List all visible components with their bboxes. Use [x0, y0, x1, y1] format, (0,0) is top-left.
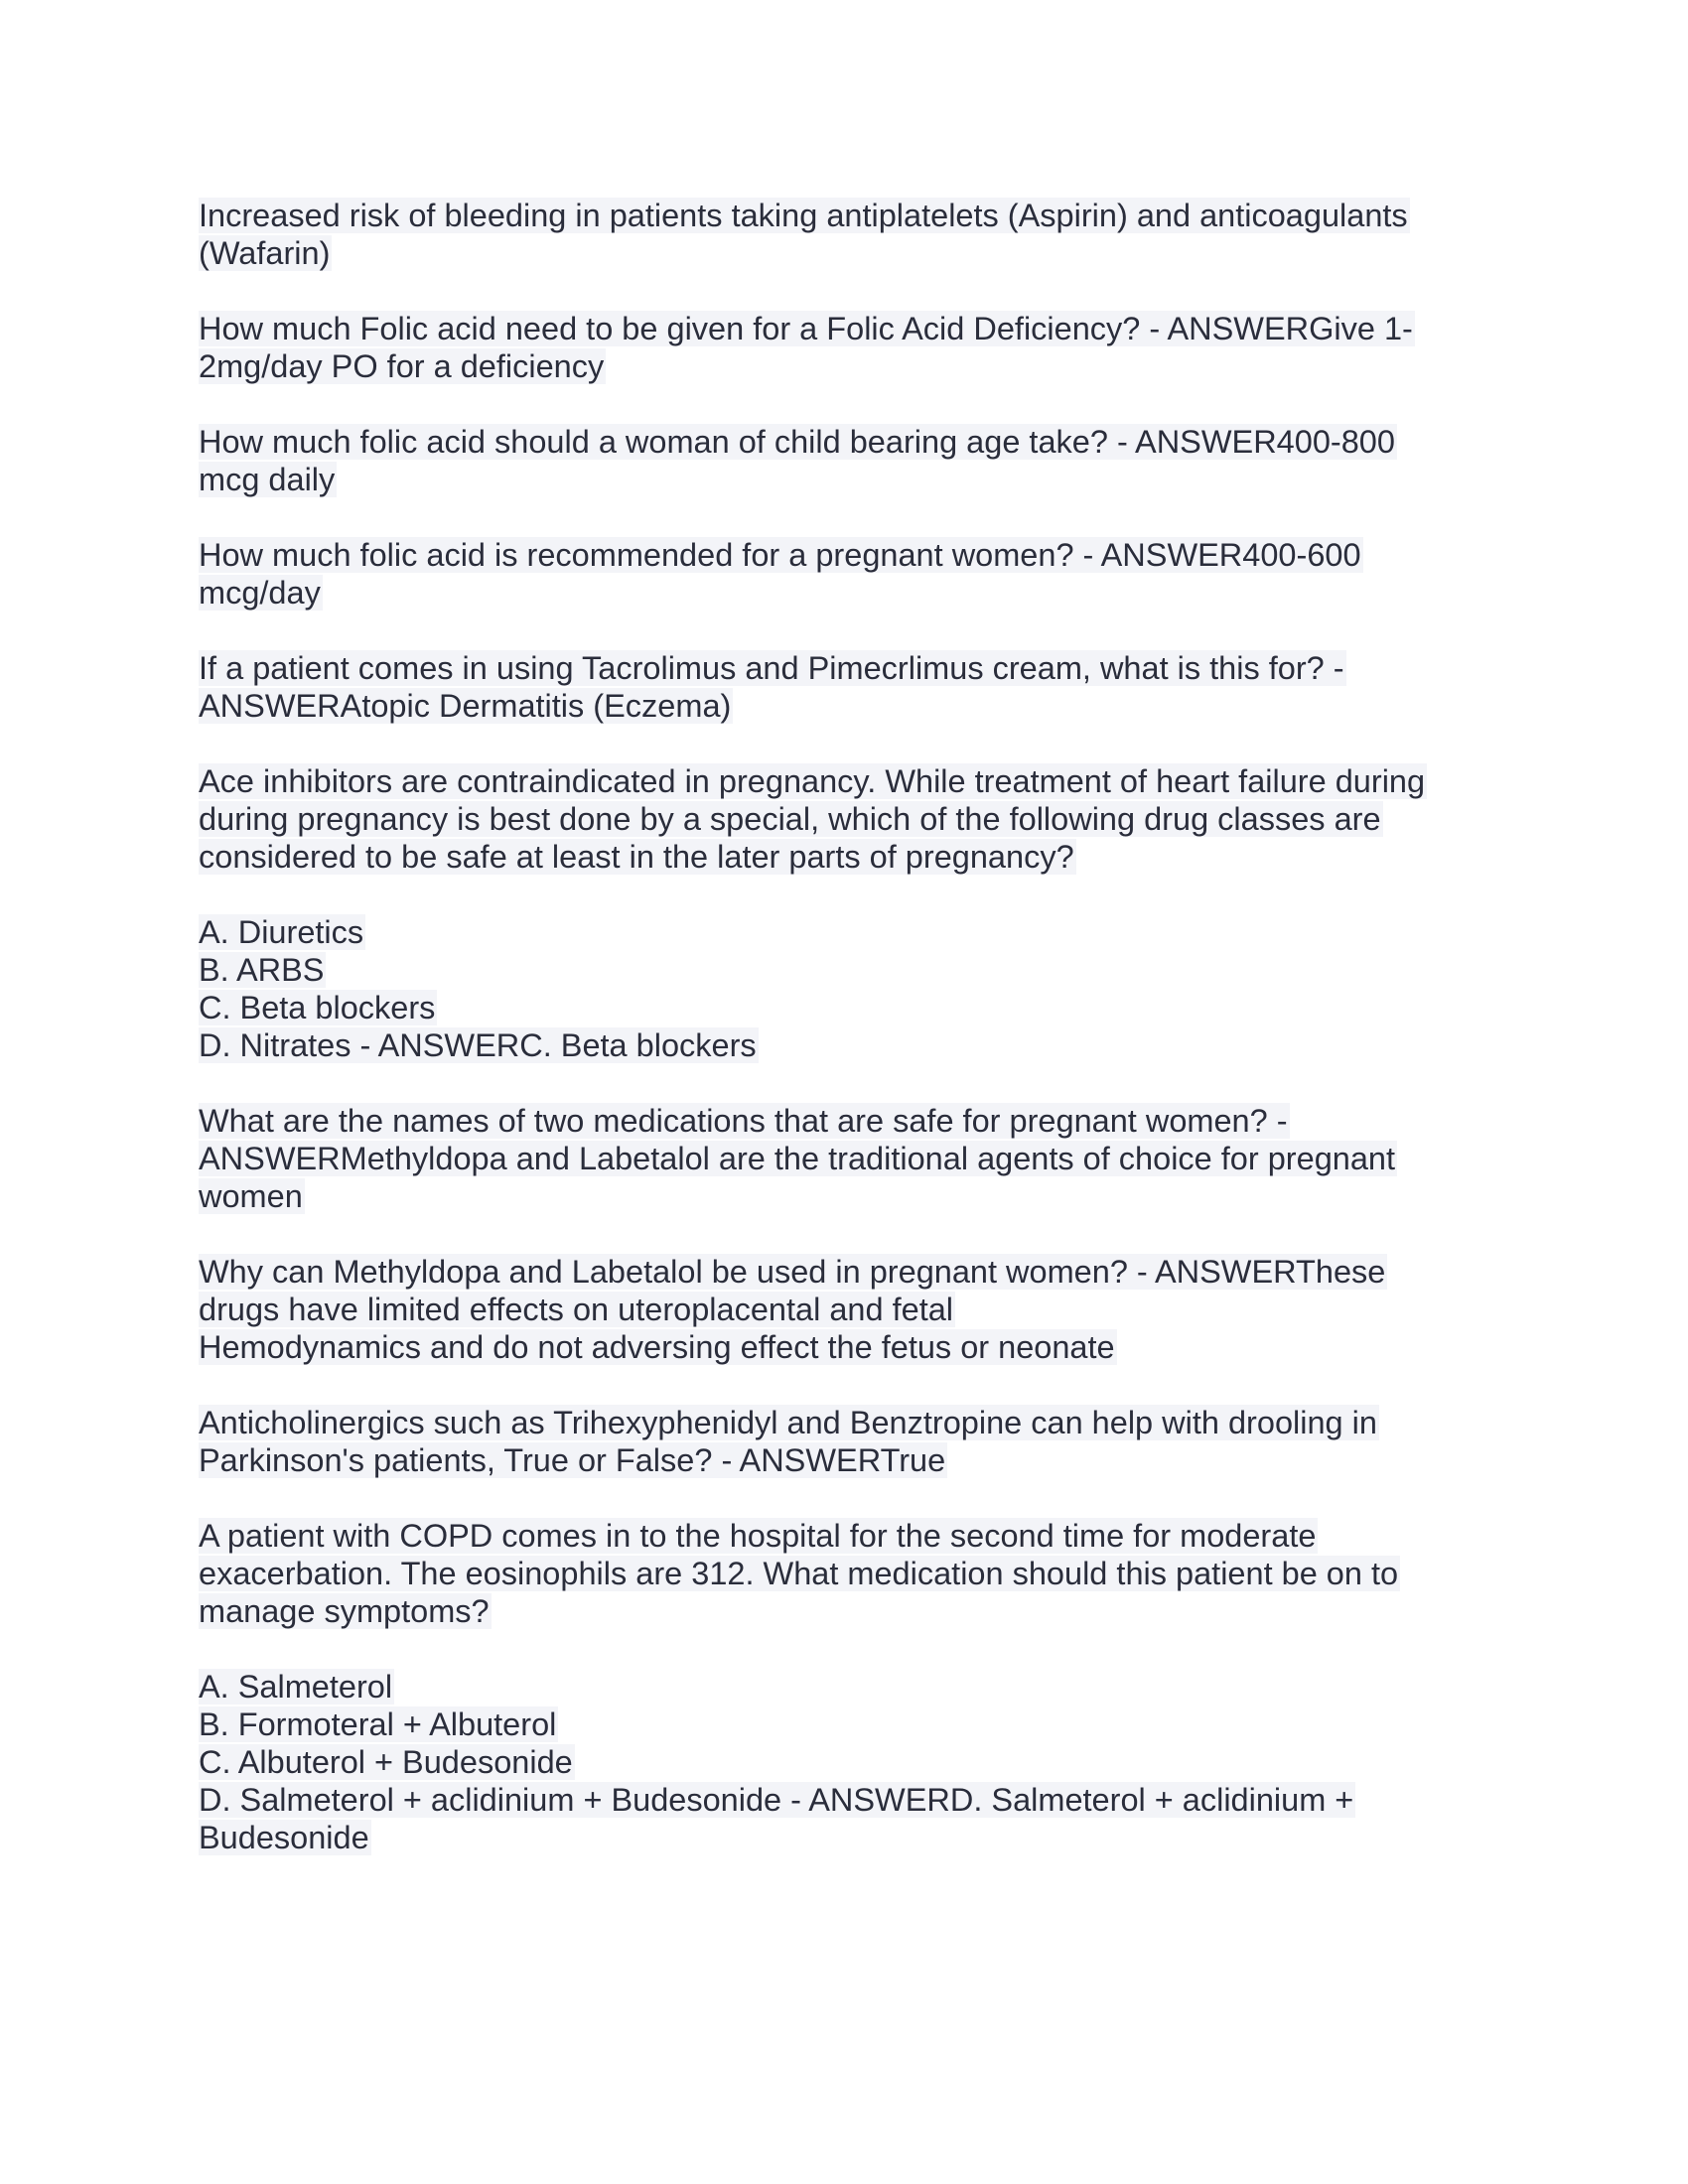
- text-line: [199, 1706, 1489, 1743]
- text-line: [199, 649, 1489, 687]
- text-line-content: Parkinson's patients, True or False? - ANSWERTrue: [199, 1442, 946, 1478]
- text-block: [199, 1668, 1489, 1856]
- text-line: [199, 687, 1489, 725]
- text-line: [199, 951, 1489, 989]
- text-block: [199, 536, 1489, 612]
- text-line-content: D. Nitrates - ANSWERC. Beta blockers: [199, 1027, 757, 1063]
- text-line: [199, 913, 1489, 951]
- text-line: [199, 347, 1489, 385]
- text-line: [199, 838, 1489, 876]
- text-line-content: mcg daily: [199, 462, 336, 497]
- text-line-content: A patient with COPD comes in to the hospital for the second time for moderate: [199, 1518, 1317, 1554]
- text-block: [199, 310, 1489, 385]
- text-line-content: ANSWERMethyldopa and Labetalol are the traditional agents of choice for pregnant: [199, 1141, 1396, 1176]
- text-line: [199, 1404, 1489, 1441]
- text-line-content: How much folic acid is recommended for a pregnant women? - ANSWER400-600: [199, 537, 1361, 573]
- text-line: [199, 989, 1489, 1026]
- text-line-content: C. Albuterol + Budesonide: [199, 1744, 573, 1780]
- text-line: [199, 234, 1489, 272]
- text-line-content: exacerbation. The eosinophils are 312. What medication should this patient be on to: [199, 1556, 1399, 1591]
- text-line-content: How much folic acid should a woman of child bearing age take? - ANSWER400-800: [199, 424, 1395, 460]
- text-line: [199, 1781, 1489, 1819]
- text-line-content: A. Diuretics: [199, 914, 364, 950]
- text-line: [199, 310, 1489, 347]
- text-line-content: Budesonide: [199, 1820, 369, 1855]
- text-line-content: B. Formoteral + Albuterol: [199, 1706, 557, 1742]
- text-line: [199, 1177, 1489, 1215]
- text-block: [199, 1517, 1489, 1630]
- text-line-content: mcg/day: [199, 575, 321, 611]
- text-line: [199, 197, 1489, 234]
- text-line: [199, 574, 1489, 612]
- text-line-content: (Wafarin): [199, 235, 331, 271]
- text-block: [199, 762, 1489, 876]
- text-line: [199, 423, 1489, 461]
- text-line-content: during pregnancy is best done by a special, which of the following drug classes are: [199, 801, 1381, 837]
- text-line-content: D. Salmeterol + aclidinium + Budesonide - ANSWERD. Salmeterol + aclidinium +: [199, 1782, 1354, 1818]
- text-line-content: Increased risk of bleeding in patients taking antiplatelets (Aspirin) and anticoagulants: [199, 198, 1408, 233]
- text-line-content: drugs have limited effects on uteroplacental and fetal: [199, 1292, 954, 1327]
- text-line: [199, 1743, 1489, 1781]
- text-line-content: B. ARBS: [199, 952, 325, 988]
- text-line: [199, 1592, 1489, 1630]
- text-block: [199, 1404, 1489, 1479]
- text-line-content: manage symptoms?: [199, 1593, 490, 1629]
- text-block: [199, 423, 1489, 498]
- text-line: [199, 1517, 1489, 1555]
- text-block: [199, 649, 1489, 725]
- text-block: [199, 1102, 1489, 1215]
- text-line-content: Anticholinergics such as Trihexyphenidyl and Benztropine can help with drooling in: [199, 1405, 1377, 1440]
- text-line: [199, 1291, 1489, 1328]
- text-line: [199, 1441, 1489, 1479]
- text-block: [199, 197, 1489, 272]
- text-line-content: A. Salmeterol: [199, 1669, 393, 1705]
- text-line-content: Hemodynamics and do not adversing effect the fetus or neonate: [199, 1329, 1115, 1365]
- text-line: [199, 1026, 1489, 1064]
- text-line-content: ANSWERAtopic Dermatitis (Eczema): [199, 688, 732, 724]
- text-line-content: 2mg/day PO for a deficiency: [199, 348, 605, 384]
- text-line: [199, 762, 1489, 800]
- text-line: [199, 1555, 1489, 1592]
- text-block: [199, 1253, 1489, 1366]
- text-line-content: women: [199, 1178, 303, 1214]
- text-line-content: considered to be safe at least in the later parts of pregnancy?: [199, 839, 1074, 875]
- text-line: [199, 1253, 1489, 1291]
- text-line: [199, 1102, 1489, 1140]
- text-line-content: Why can Methyldopa and Labetalol be used in pregnant women? - ANSWERThese: [199, 1254, 1386, 1290]
- text-line-content: How much Folic acid need to be given for a Folic Acid Deficiency? - ANSWERGive 1-: [199, 311, 1413, 346]
- text-line-content: What are the names of two medications that are safe for pregnant women? -: [199, 1103, 1288, 1139]
- text-line: [199, 1328, 1489, 1366]
- text-line: [199, 536, 1489, 574]
- text-line-content: Ace inhibitors are contraindicated in pregnancy. While treatment of heart failure during: [199, 763, 1426, 799]
- text-line: [199, 1140, 1489, 1177]
- text-line: [199, 1819, 1489, 1856]
- text-line-content: C. Beta blockers: [199, 990, 436, 1025]
- text-line: [199, 461, 1489, 498]
- document-body: [199, 197, 1489, 1894]
- text-line-content: If a patient comes in using Tacrolimus and Pimecrlimus cream, what is this for? -: [199, 650, 1344, 686]
- text-block: [199, 913, 1489, 1064]
- text-line: [199, 800, 1489, 838]
- text-line: [199, 1668, 1489, 1706]
